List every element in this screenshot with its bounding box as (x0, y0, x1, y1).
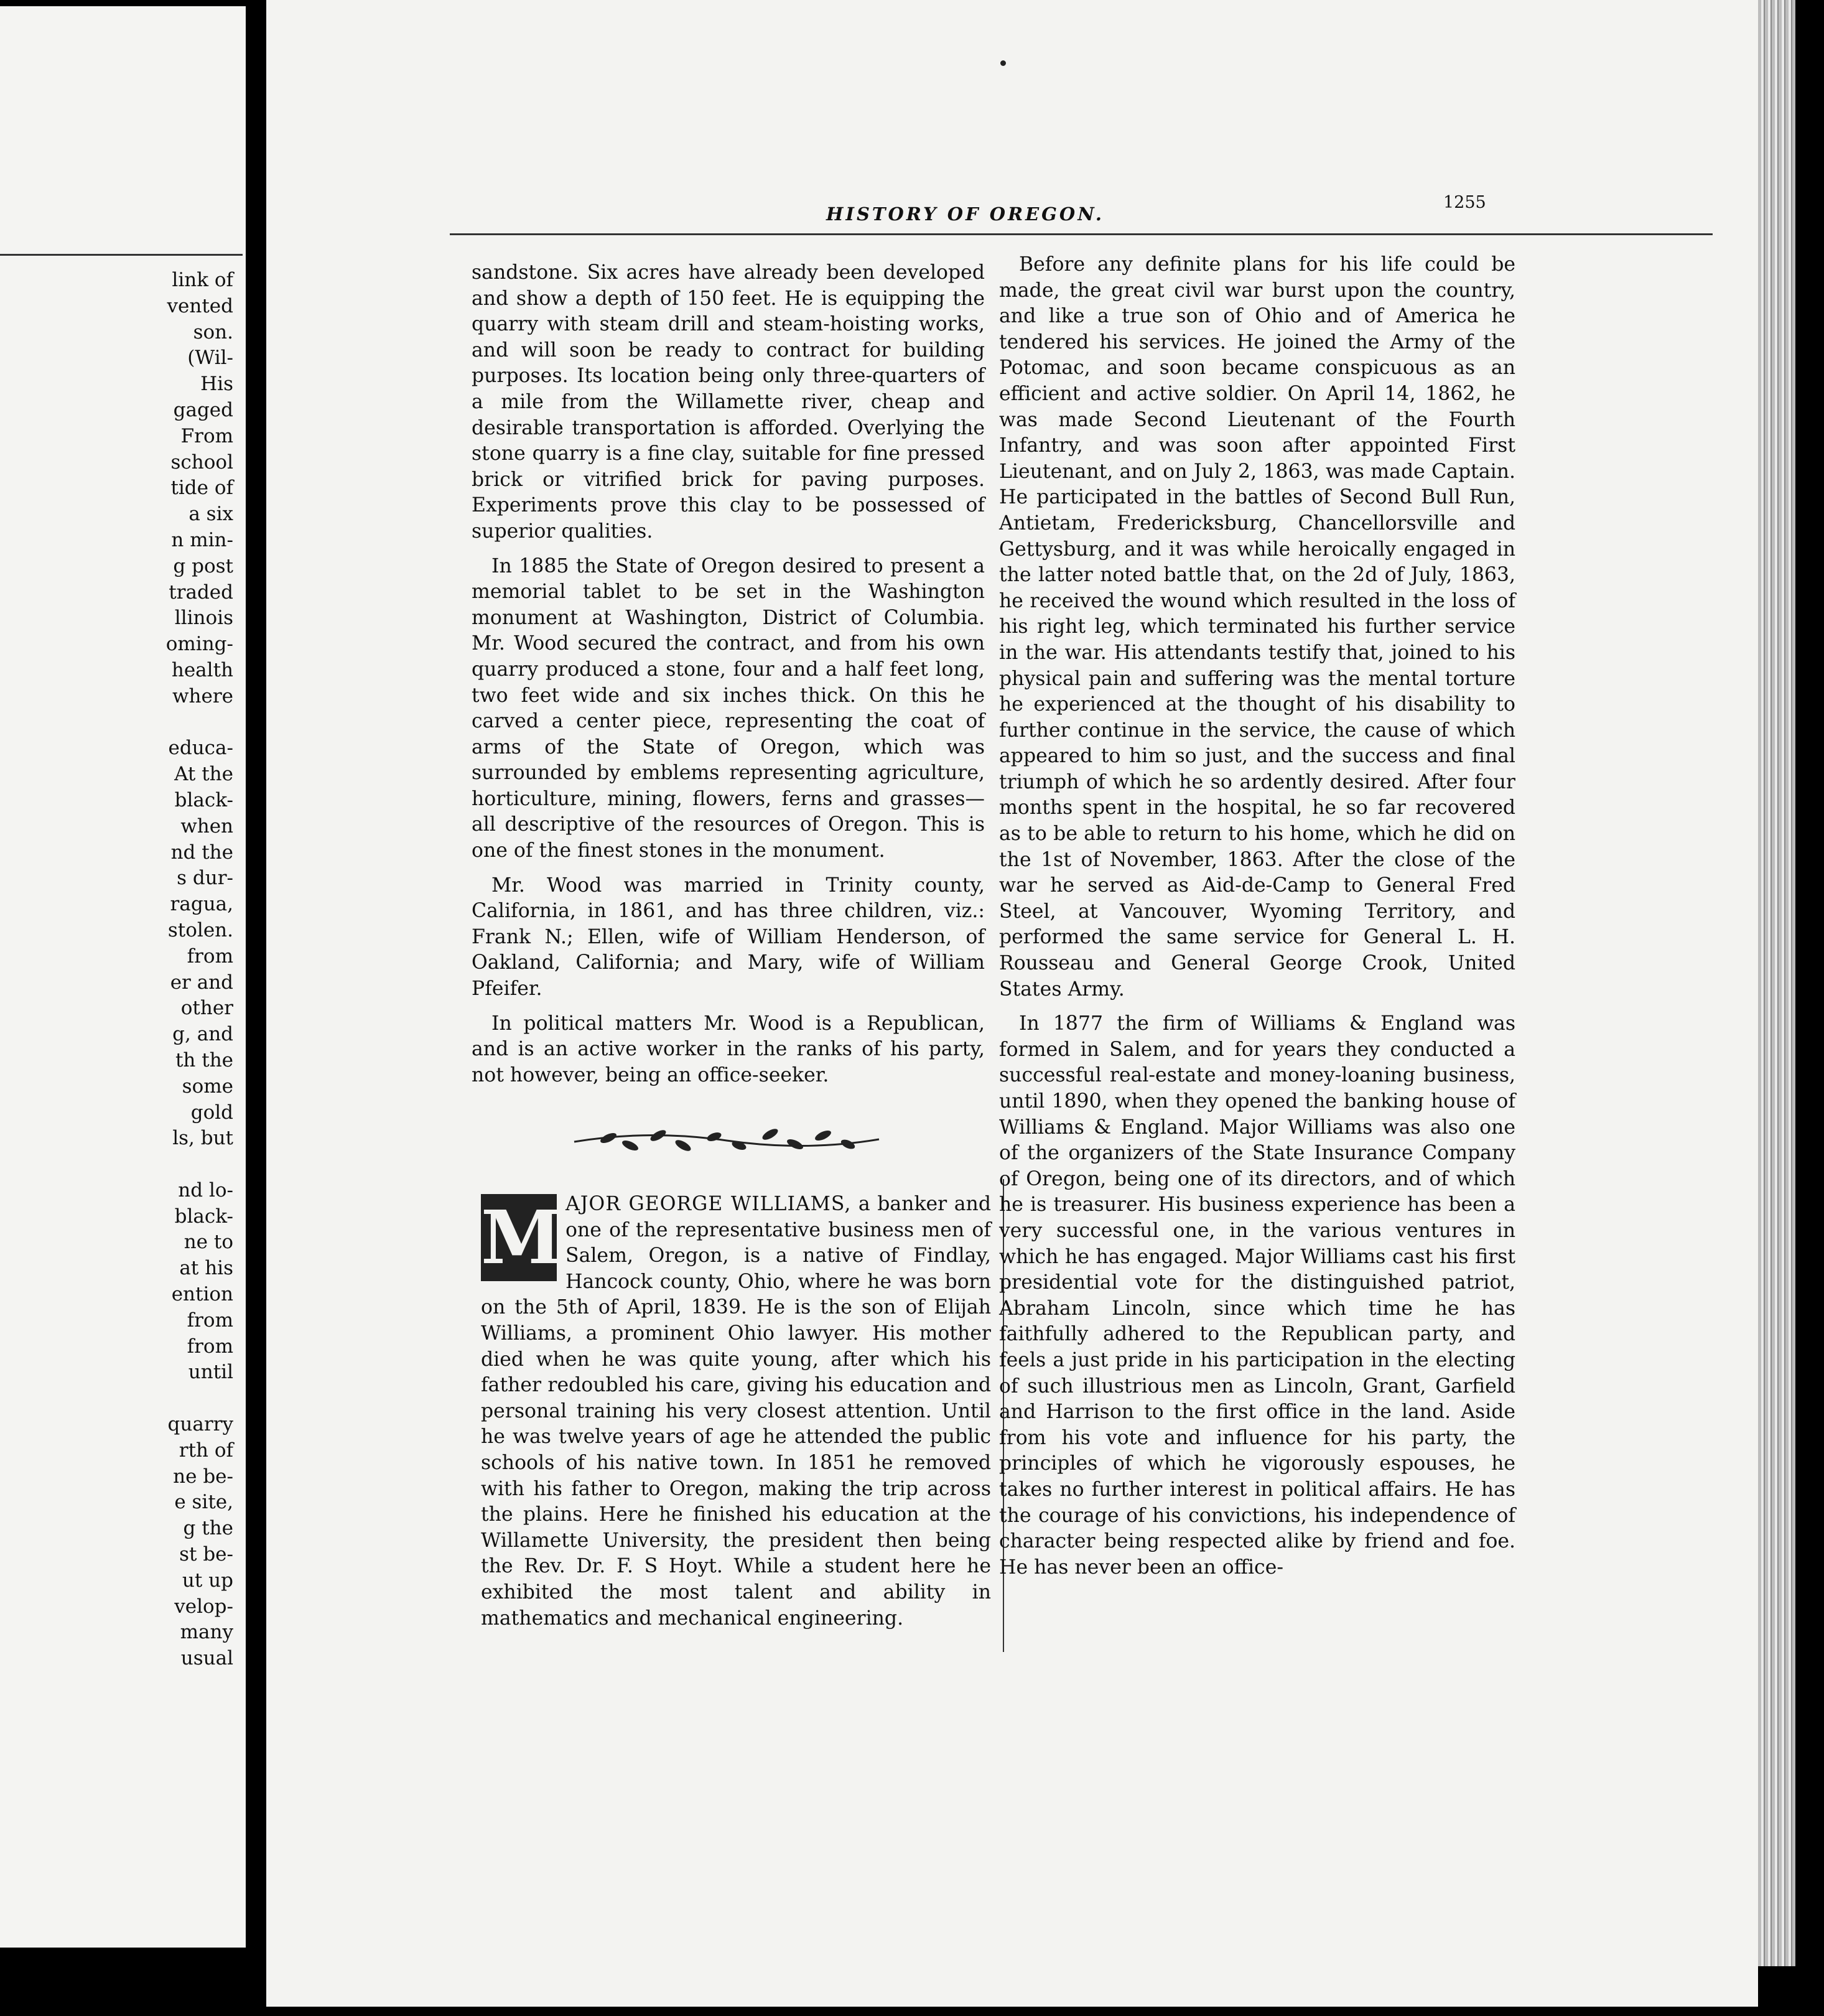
left-page-fragment: traded (169, 581, 233, 604)
book-gutter (246, 0, 264, 2016)
left-page-fragment: th the (175, 1048, 233, 1071)
left-page-fragment: quarry (167, 1413, 233, 1436)
left-page-fragment: oming- (165, 633, 233, 656)
left-page-fragment: vented (167, 294, 233, 317)
book-page-edges (1758, 0, 1795, 1966)
column-right (999, 252, 1515, 1589)
left-page-fragment: son. (193, 320, 233, 343)
left-page-fragment: rth of (179, 1439, 233, 1462)
left-page-fragment: from (187, 945, 233, 968)
paragraph-body: a banker and one of the representative business men of Salem, Oregon, is a native of Findlay, Hancock county, Ohio, where he was born on the 5th of April, 1839. He is the son of Elijah Williams, a prominent Ohio lawyer. His mother died when he was quite young, after which his father redoubled his care, giving his education and personal training his very closest attention. Until he was twelve years of age he attended the public schools of his native town. In 1851 he removed with his father to Oregon, making the trip across the plains. Here he finished his education at the Willamette University, the president then being the Rev. Dr. F. S Hoyt. While a student here he exhibited the most talent and ability in mathematics and mechanical engineering. (481, 1193, 991, 1630)
paragraph: sandstone. Six acres have already been developed and show a depth of 150 feet. He is equipping the quarry with steam drill and steam-hoisting works, and will soon be ready to contract for building purposes. Its location being only three-quarters of a mile from the Willamette river, cheap and desirable transportation is afforded. Overlying the stone quarry is a fine clay, suitable for fine pressed brick or vitrified brick for paving purposes. Experiments prove this clay to be possessed of superior qualities. (472, 261, 985, 543)
left-page-fragment: some (182, 1075, 233, 1098)
subject-name: AJOR GEORGE WILLIAMS, (565, 1193, 852, 1215)
left-page-fragment: ut up (182, 1569, 233, 1592)
left-page-fragment: usual (180, 1647, 233, 1670)
paragraph: In 1877 the firm of Williams & England was formed in Salem, and for years they conducted a successful real-estate and money-loaning business, until 1890, when they opened the banking house of Williams & England. Major Williams was also one of the organizers of the State Insurance Company of Oregon, being one of its directors, and of which he is treasurer. His business experience has been a very successful one, in the various ventures in which he has engaged. Major Williams cast his first presidential vote for the distinguished patriot, Abraham Lincoln, since which time he has faithfully adhered to the Republican party, and feels a just pride in his participation in the electing of such illustrious men as Lincoln, Grant, Garfield and Harrison to the first office in the land. Aside from his vote and influence for his party, the principles of which he vigorously espouses, he takes no further interest in political affairs. He has the courage of his convictions, his independence of character being respected alike by friend and foe. He has never been an office- (999, 1012, 1515, 1579)
left-page-fragment: from (187, 1335, 233, 1358)
left-page-fragment: educa- (168, 737, 233, 760)
left-page-fragment: a six (188, 503, 233, 526)
left-page-fragment: ragua, (170, 893, 233, 916)
left-page-fragment: school (170, 450, 233, 474)
left-page-fragment: His (200, 373, 233, 396)
left-page-fragment: gaged (173, 398, 233, 421)
left-page-fragment: llinois (174, 607, 233, 630)
paragraph: In 1885 the State of Oregon desired to present a memorial tablet to be set in the Washington monument at Washington, District of Columbia. Mr. Wood secured the contract, and from his own quarry produced a stone, four and a half feet long, two feet wide and six inches thick. On this he carved a center piece, representing the coat of arms of the State of Oregon, which was surrounded by emblems representing agriculture, horticulture, mining, flowers, ferns and grasses—all descriptive of the resources of Oregon. This is one of the finest stones in the monument. (472, 554, 985, 862)
ink-speck (1000, 60, 1006, 66)
biography-opening-paragraph (481, 1192, 991, 1631)
left-page-fragment: st be- (179, 1543, 233, 1566)
left-page-fragment: n min- (171, 528, 233, 551)
left-page-fragment: black- (174, 1205, 233, 1228)
left-page-fragment: health (171, 658, 233, 681)
left-page (0, 6, 246, 1948)
left-page-fragment: g the (183, 1517, 233, 1540)
ornamental-drop-cap: M (481, 1194, 562, 1281)
left-page-fragment (166, 1152, 233, 1178)
column-left-lower (481, 1192, 991, 1640)
left-page-fragment (166, 1386, 233, 1412)
left-page-fragment: when (180, 814, 233, 838)
paragraph: Mr. Wood was married in Trinity county, California, in 1861, and has three children, viz.: Frank N.; Ellen, wife of William Henderson, of Oakland, California; and Mary, wife of William Pfeifer. (472, 874, 985, 1001)
left-page-fragment: s dur- (177, 867, 233, 890)
left-page-fragment: er and (170, 971, 233, 994)
left-page-text-fragments (166, 268, 233, 1672)
paragraph: In political matters Mr. Wood is a Republican, and is an active worker in the ranks of his party, not however, being an office-seeker. (472, 1012, 985, 1086)
paragraph: Before any definite plans for his life could be made, the great civil war burst upon the country, and like a true son of Ohio and of America he tendered his services. He joined the Army of the Potomac, and soon became conspicuous as an efficient and active soldier. On April 14, 1862, he was made Second Lieutenant of the Fourth Infantry, and was soon after appointed First Lieutenant, and on July 2, 1863, was made Captain. He participated in the battles of Second Bull Run, Antietam, Fredericksburg, Chancellorsville and Gettysburg, and it was while heroically engaged in the latter noted battle that, on the 2d of July, 1863, he received the wound which resulted in the loss of his right leg, which terminated his further service in the war. His attendants testify that, joined to his physical pain and suffering was the mental torture he experienced at the thought of his disability to further continue in the service, the cause of which appeared to him so just, and the success and final triumph of which he so ardently desired. After four months spent in the hospital, he so far recovered as to be able to return to his home, which he did on the 1st of November, 1863. After the close of the war he served as Aid-de-Camp to General Fred Steel, at Vancouver, Wyoming Territory, and performed the same service for General L. H. Rousseau and General George Crook, United States Army. (999, 253, 1515, 1001)
page-number: 1255 (1443, 193, 1486, 212)
left-page-fragment: at his (179, 1257, 233, 1280)
left-page-fragment: stolen. (167, 918, 233, 941)
left-page-fragment: velop- (174, 1595, 233, 1618)
left-page-fragment: other (180, 997, 233, 1020)
left-page-fragment: ne to (184, 1231, 233, 1254)
left-page-fragment: until (188, 1361, 233, 1384)
column-left-upper (472, 260, 985, 1097)
left-page-fragment (166, 710, 233, 736)
left-page-fragment: where (172, 684, 233, 707)
header-rule (450, 233, 1713, 235)
left-page-fragment: gold (190, 1101, 233, 1124)
left-page-fragment: (Wil- (187, 347, 233, 370)
left-page-fragment: black- (174, 788, 233, 811)
left-page-fragment: g post (173, 554, 233, 577)
left-page-fragment: e site, (174, 1491, 233, 1514)
left-page-fragment: ne be- (173, 1465, 233, 1488)
decorative-vine-ornament (571, 1123, 882, 1157)
left-page-fragment: ls, but (172, 1127, 233, 1150)
left-page-fragment: nd lo- (178, 1178, 233, 1202)
left-page-fragment: many (180, 1621, 233, 1644)
left-page-rule (0, 254, 243, 256)
left-page-fragment: g, and (172, 1023, 233, 1046)
running-head: HISTORY OF OREGON. (826, 203, 1104, 225)
right-page (266, 0, 1758, 2007)
left-page-fragment: At the (174, 763, 233, 786)
left-page-fragment: tide of (170, 477, 233, 500)
left-page-fragment: From (180, 424, 233, 447)
left-page-fragment: from (187, 1309, 233, 1332)
left-page-fragment: ention (171, 1283, 233, 1306)
left-page-fragment: nd the (170, 841, 233, 864)
left-page-fragment: link of (172, 269, 233, 291)
